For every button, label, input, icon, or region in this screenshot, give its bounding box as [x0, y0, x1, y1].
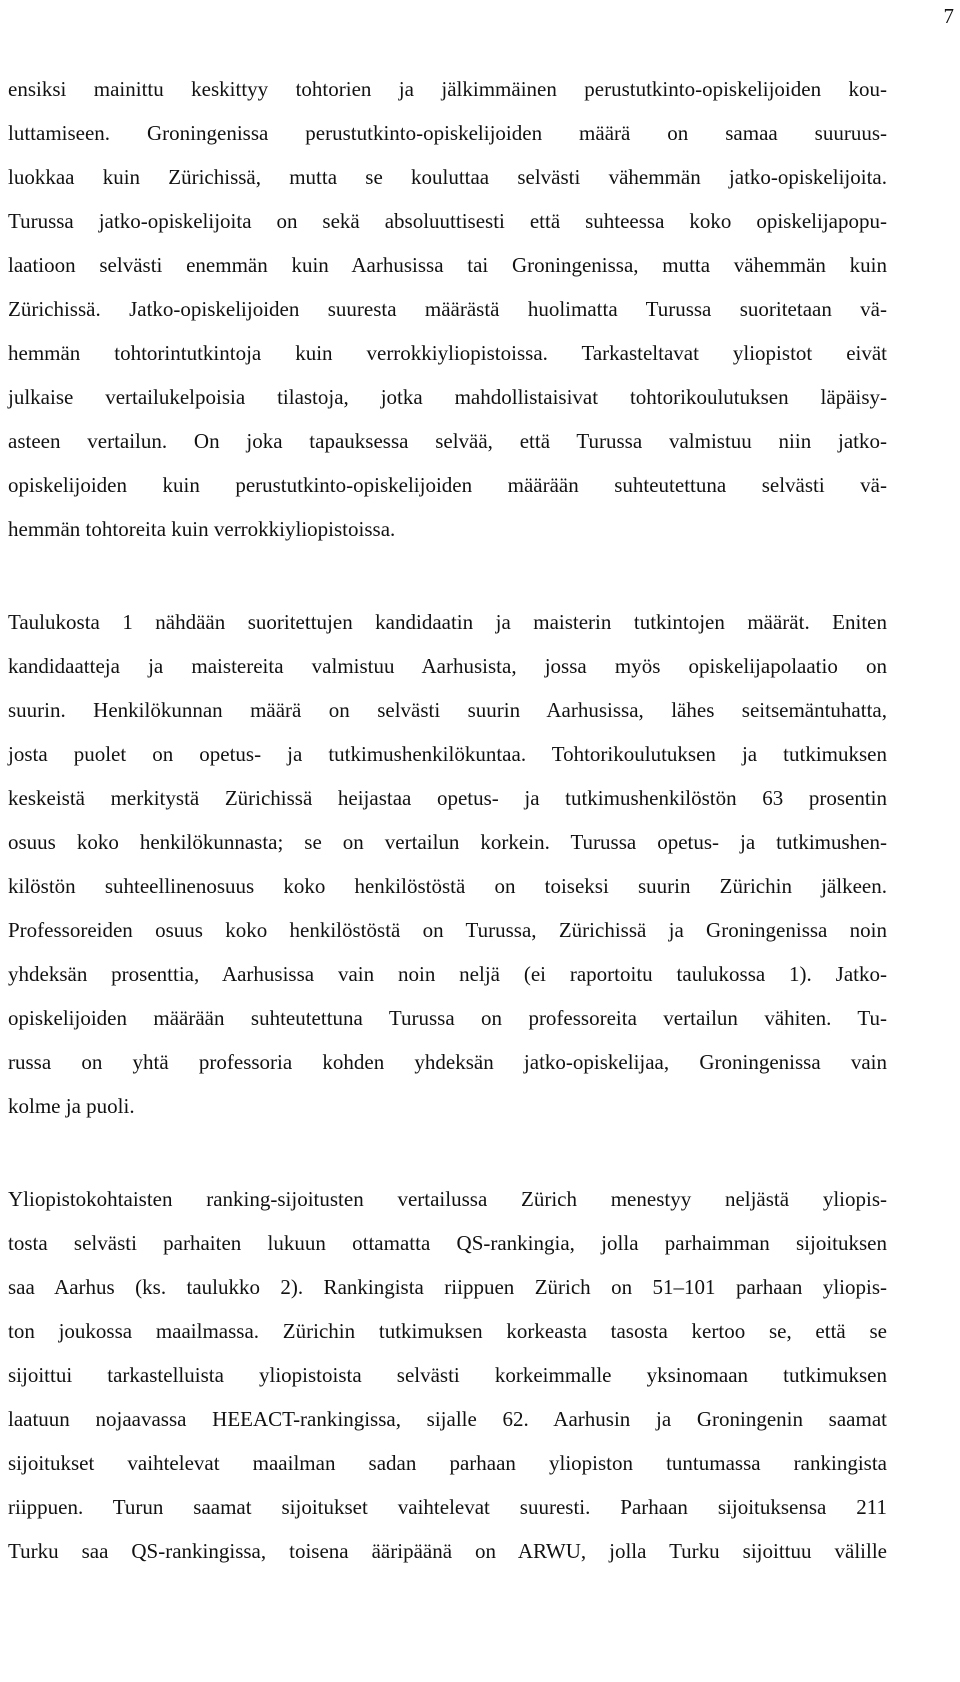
text-line: Turussa jatko-opiskelijoita on sekä absoluuttisesti että suhteessa koko opiskelijapopu-	[8, 209, 887, 233]
text-line: asteen vertailun. On joka tapauksessa selvää, että Turussa valmistuu niin jatko-	[8, 429, 887, 453]
text-line: Professoreiden osuus koko henkilöstöstä on Turussa, Zürichissä ja Groningenissa noin	[8, 918, 887, 942]
text-line: ton joukossa maailmassa. Zürichin tutkimuksen korkeasta tasosta kertoo se, että se	[8, 1319, 887, 1343]
text-line: hemmän tohtoreita kuin verrokkiyliopistoissa.	[8, 517, 396, 541]
text-line: luttamiseen. Groningenissa perustutkinto-opiskelijoiden määrä on samaa suuruus-	[8, 121, 887, 145]
text-line: opiskelijoiden kuin perustutkinto-opiskelijoiden määrään suhteutettuna selvästi vä-	[8, 473, 887, 497]
text-line: josta puolet on opetus- ja tutkimushenkilökuntaa. Tohtorikoulutuksen ja tutkimuksen	[8, 742, 887, 766]
text-line: opiskelijoiden määrään suhteutettuna Turussa on professoreita vertailun vähiten. Tu-	[8, 1006, 887, 1030]
text-line: sijoittui tarkastelluista yliopistoista selvästi korkeimmalle yksinomaan tutkimuksen	[8, 1363, 887, 1387]
text-line: Turku saa QS-rankingissa, toisena ääripäänä on ARWU, jolla Turku sijoittuu välille	[8, 1539, 887, 1563]
page-number: 7	[943, 4, 954, 28]
text-line: hemmän tohtorintutkintoja kuin verrokkiyliopistoissa. Tarkasteltavat yliopistot eivät	[8, 341, 887, 365]
text-line: saa Aarhus (ks. taulukko 2). Rankingista riippuen Zürich on 51–101 parhaan yliopis-	[8, 1275, 887, 1299]
text-line: laatioon selvästi enemmän kuin Aarhusissa tai Groningenissa, mutta vähemmän kuin	[8, 253, 887, 277]
text-line: yhdeksän prosenttia, Aarhusissa vain noin neljä (ei raportoitu taulukossa 1). Jatko-	[8, 962, 887, 986]
text-line: osuus koko henkilökunnasta; se on vertailun korkein. Turussa opetus- ja tutkimushen-	[8, 830, 887, 854]
text-line: laatuun nojaavassa HEEACT-rankingissa, sijalle 62. Aarhusin ja Groningenin saamat	[8, 1407, 887, 1431]
text-line: julkaise vertailukelpoisia tilastoja, jotka mahdollistaisivat tohtorikoulutuksen läpäisy-	[8, 385, 887, 409]
text-line: kilöstön suhteellinenosuus koko henkilöstöstä on toiseksi suurin Zürichin jälkeen.	[8, 874, 887, 898]
text-line: russa on yhtä professoria kohden yhdeksän jatko-opiskelijaa, Groningenissa vain	[8, 1050, 887, 1074]
text-line: sijoitukset vaihtelevat maailman sadan parhaan yliopiston tuntumassa rankingista	[8, 1451, 887, 1475]
text-line: ensiksi mainittu keskittyy tohtorien ja jälkimmäinen perustutkinto-opiskelijoiden kou-	[8, 77, 887, 101]
text-line: suurin. Henkilökunnan määrä on selvästi suurin Aarhusissa, lähes seitsemäntuhatta,	[8, 698, 887, 722]
text-line: tosta selvästi parhaiten lukuun ottamatta QS-rankingia, jolla parhaimman sijoituksen	[8, 1231, 887, 1255]
text-line: Zürichissä. Jatko-opiskelijoiden suuresta määrästä huolimatta Turussa suoritetaan vä-	[8, 297, 887, 321]
text-line: Taulukosta 1 nähdään suoritettujen kandidaatin ja maisterin tutkintojen määrät. Eniten	[8, 610, 887, 634]
text-line: keskeistä merkitystä Zürichissä heijastaa opetus- ja tutkimushenkilöstön 63 prosentin	[8, 786, 887, 810]
text-line: luokkaa kuin Zürichissä, mutta se kouluttaa selvästi vähemmän jatko-opiskelijoita.	[8, 165, 887, 189]
text-line: kandidaatteja ja maistereita valmistuu Aarhusista, jossa myös opiskelijapolaatio on	[8, 654, 887, 678]
text-line: Yliopistokohtaisten ranking-sijoitusten vertailussa Zürich menestyy neljästä yliopis-	[8, 1187, 887, 1211]
text-line: kolme ja puoli.	[8, 1094, 135, 1118]
text-line: riippuen. Turun saamat sijoitukset vaihtelevat suuresti. Parhaan sijoituksensa 211	[8, 1495, 887, 1519]
